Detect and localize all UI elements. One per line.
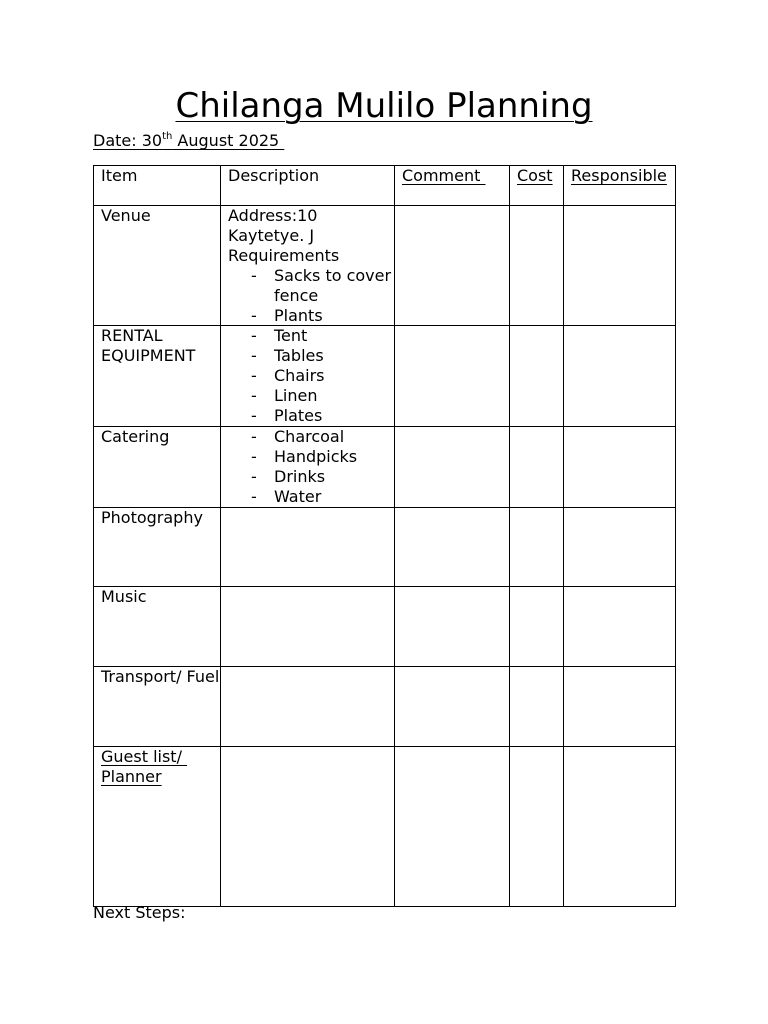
cell-cost bbox=[510, 666, 564, 746]
header-description: Description bbox=[221, 166, 395, 206]
date-suffix: August 2025 bbox=[172, 131, 285, 150]
cell-cost bbox=[510, 586, 564, 666]
cell-description bbox=[221, 326, 395, 427]
list-item: - Drinks bbox=[251, 467, 394, 487]
table-row bbox=[94, 746, 676, 906]
list-item: - Plants bbox=[251, 306, 394, 326]
cell-comment bbox=[395, 426, 510, 507]
cell-item bbox=[94, 507, 221, 586]
cell-responsible bbox=[564, 326, 676, 427]
item-label: Venue bbox=[101, 206, 151, 225]
item-label: RENTAL EQUIPMENT bbox=[101, 326, 196, 366]
table-row bbox=[94, 426, 676, 507]
list-item: - Tent bbox=[251, 326, 394, 346]
cell-responsible bbox=[564, 507, 676, 586]
description-text: Requirements bbox=[228, 245, 340, 265]
cell-cost bbox=[510, 206, 564, 326]
cell-responsible bbox=[564, 746, 676, 906]
list-item: - Sacks to cover fence bbox=[251, 266, 394, 306]
item-label: Photography bbox=[101, 507, 203, 527]
description-list bbox=[228, 427, 394, 507]
description-text: Address:10 Kaytetye. J bbox=[228, 206, 318, 245]
cell-comment bbox=[395, 206, 510, 326]
cell-responsible bbox=[564, 586, 676, 666]
header-responsible bbox=[564, 166, 676, 206]
header-cost-label: Cost bbox=[517, 166, 553, 185]
cell-comment bbox=[395, 326, 510, 427]
table-body bbox=[94, 206, 676, 907]
list-item: - Chairs bbox=[251, 366, 394, 386]
item-label: Catering bbox=[101, 426, 170, 446]
cell-comment bbox=[395, 586, 510, 666]
table-row bbox=[94, 666, 676, 746]
list-item: - Water bbox=[251, 487, 394, 507]
list-item: - Tables bbox=[251, 346, 394, 366]
header-cost bbox=[510, 166, 564, 206]
description-list bbox=[228, 266, 394, 326]
list-item: - Plates bbox=[251, 406, 394, 426]
cell-description bbox=[221, 206, 395, 326]
table-row bbox=[94, 586, 676, 666]
cell-cost bbox=[510, 746, 564, 906]
item-label: Music bbox=[101, 586, 147, 606]
cell-description bbox=[221, 426, 395, 507]
table-row bbox=[94, 206, 676, 326]
next-steps: Next Steps: bbox=[93, 903, 186, 922]
cell-comment bbox=[395, 507, 510, 586]
cell-item bbox=[94, 426, 221, 507]
cell-cost bbox=[510, 507, 564, 586]
table-row bbox=[94, 326, 676, 427]
cell-description bbox=[221, 507, 395, 586]
cell-item bbox=[94, 326, 221, 427]
header-comment bbox=[395, 166, 510, 206]
cell-responsible bbox=[564, 666, 676, 746]
cell-cost bbox=[510, 426, 564, 507]
header-responsible-label: Responsible bbox=[571, 166, 667, 185]
cell-comment bbox=[395, 666, 510, 746]
table-row bbox=[94, 507, 676, 586]
cell-description bbox=[221, 586, 395, 666]
header-comment-label: Comment bbox=[402, 166, 486, 185]
list-item: - Handpicks bbox=[251, 447, 394, 467]
item-label: Transport/ Fuel bbox=[101, 666, 220, 686]
cell-item bbox=[94, 206, 221, 326]
cell-cost bbox=[510, 326, 564, 427]
document-title: Chilanga Mulilo Planning bbox=[175, 86, 593, 126]
description-list bbox=[228, 326, 394, 426]
cell-description bbox=[221, 666, 395, 746]
list-item: - Linen bbox=[251, 386, 394, 406]
header-item: Item bbox=[94, 166, 221, 206]
table-header-row bbox=[94, 166, 676, 206]
cell-responsible bbox=[564, 426, 676, 507]
cell-responsible bbox=[564, 206, 676, 326]
document-date bbox=[93, 130, 284, 152]
date-prefix: Date: 30 bbox=[93, 131, 163, 150]
item-label: Guest list/ Planner bbox=[101, 746, 188, 786]
planning-table bbox=[93, 165, 676, 907]
cell-comment bbox=[395, 746, 510, 906]
cell-item bbox=[94, 746, 221, 906]
list-item: - Charcoal bbox=[251, 427, 394, 447]
cell-description bbox=[221, 746, 395, 906]
cell-item bbox=[94, 666, 221, 746]
date-ordinal: th bbox=[162, 131, 173, 142]
cell-item bbox=[94, 586, 221, 666]
